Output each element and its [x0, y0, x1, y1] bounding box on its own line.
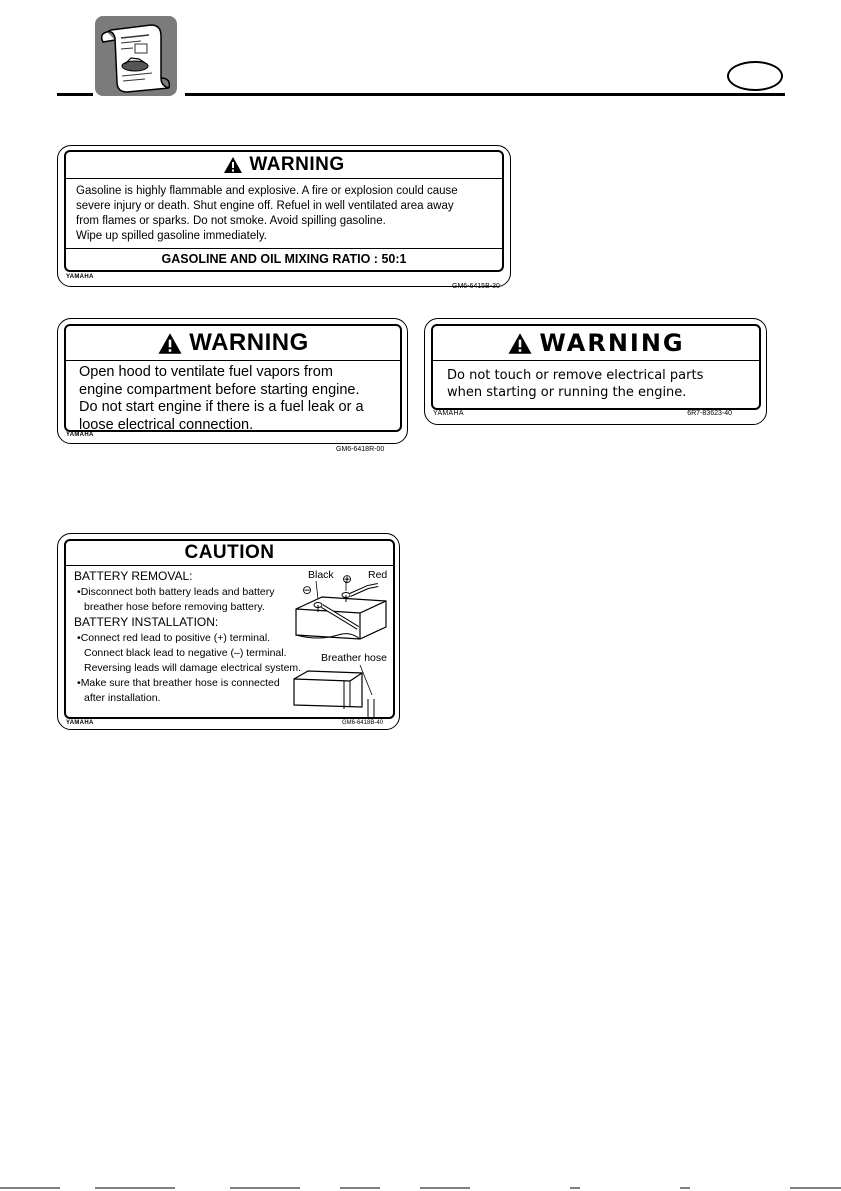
electrical-warning-title: WARNING — [539, 329, 685, 357]
warning-triangle-icon — [157, 332, 183, 355]
hood-label-footer — [66, 432, 393, 438]
minus-symbol: ⊖ — [302, 583, 313, 597]
breather-hose-label: Breather hose — [321, 652, 387, 664]
battery-caution-label — [57, 533, 400, 730]
mixing-ratio: GASOLINE AND OIL MIXING RATIO : 50:1 — [66, 248, 502, 270]
gasoline-warning-title: WARNING — [249, 154, 345, 175]
crop-marks — [0, 1186, 841, 1191]
hood-warning-inner — [64, 324, 402, 432]
electrical-warning-inner — [431, 324, 761, 410]
battery-caution-title-row — [66, 541, 393, 566]
list-item-cont: after installation. — [84, 692, 161, 704]
warning-triangle-icon — [223, 156, 243, 174]
black-lead-label: Black — [308, 569, 334, 581]
hood-warning-title-row — [66, 326, 400, 361]
list-item: •Disconnect both battery leads and battery — [77, 586, 275, 598]
yamaha-brand: YAMAHA — [66, 720, 94, 726]
battery-label-code: GM6-6418B-40 — [341, 720, 383, 726]
battery-removal-heading: BATTERY REMOVAL: — [74, 569, 193, 583]
text-line: Wipe up spilled gasoline immediately. — [76, 230, 267, 242]
yamaha-brand: YAMAHA — [66, 274, 94, 280]
owners-manual-icon — [95, 16, 177, 96]
gasoline-warning-title-row — [66, 152, 502, 179]
text-line: engine compartment before starting engine. — [79, 381, 360, 398]
header-rule-right — [185, 93, 785, 96]
plus-symbol: ⊕ — [342, 572, 353, 586]
hood-warning-title: WARNING — [189, 329, 309, 356]
battery-caution-inner — [64, 539, 395, 719]
battery-diagram-icon — [288, 581, 393, 719]
list-item-cont: Connect black lead to negative (–) terminal. — [84, 647, 287, 659]
warning-triangle-icon — [507, 332, 533, 355]
text-line: when starting or running the engine. — [447, 385, 687, 400]
hood-warning-label — [57, 318, 408, 444]
text-line: Do not start engine if there is a fuel leak or a — [79, 399, 364, 415]
text-line: loose electrical connection. — [79, 416, 254, 432]
red-lead-label: Red — [368, 569, 388, 581]
gasoline-warning-inner — [64, 150, 504, 272]
battery-label-footer — [66, 720, 383, 726]
list-item: •Make sure that breather hose is connected — [77, 677, 280, 689]
battery-installation-heading: BATTERY INSTALLATION: — [74, 615, 219, 629]
language-tab-oval — [727, 61, 783, 91]
battery-caution-title: CAUTION — [184, 542, 275, 563]
hood-warning-text — [66, 361, 400, 432]
electrical-warning-label — [424, 318, 767, 425]
text-line: from flames or sparks. Do not smoke. Avoid spilling gasoline. — [76, 215, 386, 227]
electrical-label-code: 6R7-83623-40 — [687, 410, 732, 417]
hood-label-code: GM6-6418R-00 — [336, 446, 385, 453]
electrical-warning-text — [433, 361, 759, 401]
yamaha-brand: YAMAHA — [433, 410, 464, 417]
text-line: Gasoline is highly flammable and explosive. A fire or explosion could cause — [76, 185, 458, 197]
header-rule-left — [57, 93, 93, 96]
list-item: •Connect red lead to positive (+) terminal. — [77, 632, 271, 644]
list-item-cont: breather hose before removing battery. — [84, 601, 265, 613]
yamaha-brand: YAMAHA — [66, 432, 94, 438]
gasoline-warning-label — [57, 145, 511, 287]
gasoline-label-code: GM6-6415B-30 — [452, 283, 500, 290]
list-item-cont: Reversing leads will damage electrical system. — [84, 662, 302, 674]
battery-caution-text — [74, 569, 301, 706]
text-line: severe injury or death. Shut engine off. Refuel in well ventilated area away — [76, 200, 454, 212]
gasoline-warning-text — [66, 179, 502, 251]
text-line: Do not touch or remove electrical parts — [447, 368, 704, 383]
electrical-label-footer — [433, 410, 732, 417]
electrical-warning-title-row — [433, 326, 759, 361]
text-line: Open hood to ventilate fuel vapors from — [79, 364, 333, 380]
gasoline-label-footer — [66, 274, 496, 280]
